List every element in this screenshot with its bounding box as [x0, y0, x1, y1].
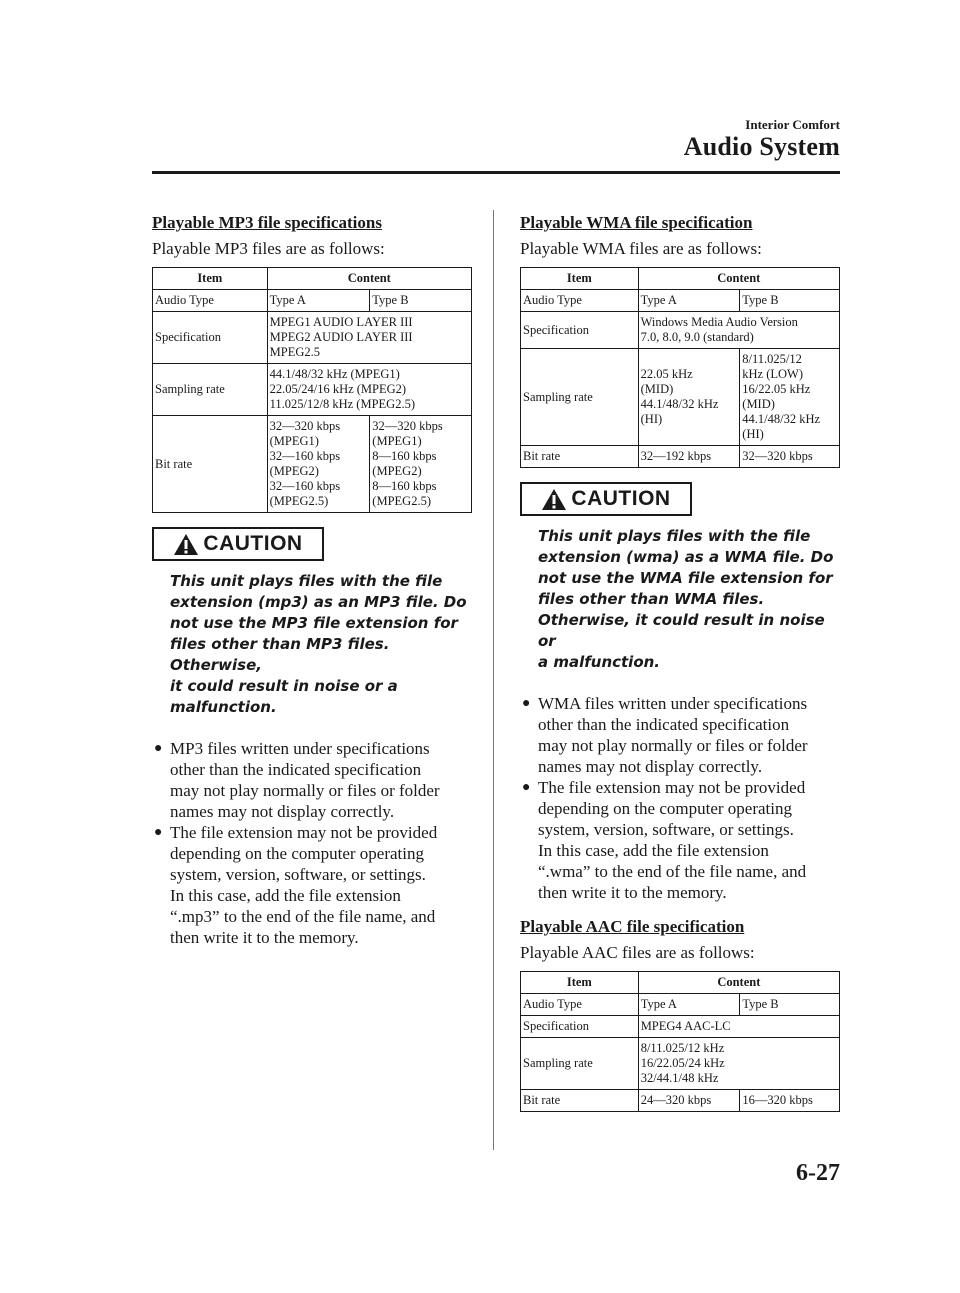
table-cell: Bit rate [521, 446, 639, 468]
column-divider [493, 210, 494, 1150]
bullet-icon: ● [154, 825, 163, 840]
table-cell: 32―192 kbps [638, 446, 740, 468]
mp3-heading: Playable MP3 file specifications [152, 213, 382, 232]
mp3-lead: Playable MP3 files are as follows: [152, 239, 385, 258]
bullet-icon: ● [522, 780, 531, 795]
table-row [153, 364, 472, 416]
table-cell: Audio Type [153, 290, 268, 312]
table-header-item: Item [153, 268, 268, 290]
table-row [153, 416, 472, 513]
cell-line: 8/11.025/12 [742, 352, 802, 366]
table-cell: Sampling rate [153, 364, 268, 416]
bullet-icon: ● [522, 696, 531, 711]
cell-line: 22.05/24/16 kHz (MPEG2) [269, 382, 407, 396]
cell-line: 7.0, 8.0, 9.0 (standard) [640, 330, 754, 344]
table-cell: Sampling rate [521, 349, 639, 446]
list-item-text: The file extension may not be provided depending on the computer operating system, version, software, or settings. In this case, add the file extension “.mp3” to the end of the file name, and then write it to the memory. [170, 823, 438, 947]
wma-lead: Playable WMA files are as follows: [520, 239, 762, 258]
table-header-content: Content [638, 972, 839, 994]
cell-line: (MPEG2.5) [372, 494, 431, 508]
wma-notes-list [520, 693, 842, 903]
table-row [153, 312, 472, 364]
table-header-item: Item [521, 268, 639, 290]
table-cell: Audio Type [521, 290, 639, 312]
page-number: 6-27 [796, 1160, 840, 1186]
cell-line: 32―320 kbps [372, 419, 443, 433]
aac-spec-table [520, 971, 840, 1112]
cell-line: kHz (LOW) [742, 367, 804, 381]
wma-heading: Playable WMA file specification [520, 213, 753, 232]
cell-line: MPEG2 AUDIO LAYER III [269, 330, 413, 344]
table-cell: Type A [638, 290, 740, 312]
aac-lead: Playable AAC files are as follows: [520, 943, 755, 962]
table-cell: Type A [267, 290, 370, 312]
cell-line: (HI) [742, 427, 764, 441]
cell-line: MPEG1 AUDIO LAYER III [269, 315, 413, 329]
cell-line: 44.1/48/32 kHz [640, 397, 719, 411]
table-header-row [153, 268, 472, 290]
list-item [152, 738, 474, 822]
table-cell [638, 349, 740, 446]
table-row [521, 1090, 840, 1112]
list-item [520, 693, 842, 777]
table-cell: Sampling rate [521, 1038, 639, 1090]
cell-line: (MPEG2) [269, 464, 319, 478]
cell-line: 44.1/48/32 kHz [742, 412, 821, 426]
cell-line: MPEG2.5 [269, 345, 320, 359]
mp3-notes-list [152, 738, 474, 948]
cell-line: 32―160 kbps [269, 449, 341, 463]
table-cell [267, 312, 471, 364]
cell-line: (HI) [640, 412, 663, 426]
header-section-label: Interior Comfort [745, 117, 840, 132]
table-cell [267, 364, 471, 416]
table-row [521, 312, 840, 349]
table-cell: Specification [521, 312, 639, 349]
table-cell: MPEG4 AAC-LC [638, 1016, 839, 1038]
table-cell [740, 349, 840, 446]
table-row [521, 446, 840, 468]
cell-line: 32―320 kbps [269, 419, 341, 433]
table-row [521, 994, 840, 1016]
list-item [520, 777, 842, 903]
warning-triangle-icon [541, 488, 567, 511]
cell-line: 11.025/12/8 kHz (MPEG2.5) [269, 397, 415, 411]
table-cell: Bit rate [153, 416, 268, 513]
table-cell: Type B [740, 994, 840, 1016]
cell-line: 44.1/48/32 kHz (MPEG1) [269, 367, 400, 381]
caution-text: This unit plays files with the file extension (wma) as a WMA file. Do not use the WMA file extension for files other than WMA files. Otherwise, it could result in noise or a malfunction. [538, 527, 834, 671]
aac-heading: Playable AAC file specification [520, 917, 745, 936]
cell-line: (MPEG1) [269, 434, 319, 448]
table-cell: Specification [153, 312, 268, 364]
caution-box [152, 527, 324, 561]
list-item-text: The file extension may not be provided depending on the computer operating system, version, software, or settings. In this case, add the file extension “.wma” to the end of the file name, and then write it to the memory. [538, 778, 807, 902]
table-cell [267, 416, 370, 513]
caution-label: CAUTION [571, 487, 671, 510]
cell-line: 32/44.1/48 kHz [640, 1071, 719, 1085]
cell-line: (MPEG2) [372, 464, 422, 478]
bullet-icon: ● [154, 741, 163, 756]
table-cell: 32―320 kbps [740, 446, 840, 468]
table-cell: 16―320 kbps [740, 1090, 840, 1112]
cell-line: 16/22.05 kHz [742, 382, 811, 396]
table-header-row [521, 972, 840, 994]
wma-aac-section [520, 213, 842, 1126]
table-cell: Audio Type [521, 994, 639, 1016]
header-rule [152, 171, 840, 174]
table-cell: Type B [370, 290, 472, 312]
list-item-text: WMA files written under specifications other than the indicated specification may not play normally or files or folder names may not display correctly. [538, 694, 808, 776]
table-header-row [521, 268, 840, 290]
cell-line: Windows Media Audio Version [640, 315, 798, 329]
cell-line: 32―160 kbps [269, 479, 341, 493]
mp3-spec-table [152, 267, 472, 513]
cell-line: (MPEG2.5) [269, 494, 329, 508]
table-cell: Bit rate [521, 1090, 639, 1112]
table-cell: 24―320 kbps [638, 1090, 740, 1112]
table-cell [638, 1038, 839, 1090]
header-title: Audio System [683, 132, 840, 161]
caution-box [520, 482, 692, 516]
table-row [521, 1038, 840, 1090]
table-cell [370, 416, 472, 513]
table-header-content: Content [267, 268, 471, 290]
table-row [521, 1016, 840, 1038]
warning-triangle-icon [173, 533, 199, 556]
table-cell [638, 312, 839, 349]
table-cell: Specification [521, 1016, 639, 1038]
wma-spec-table [520, 267, 840, 468]
table-row [521, 349, 840, 446]
cell-line: 16/22.05/24 kHz [640, 1056, 725, 1070]
mp3-section [152, 213, 474, 958]
list-item [152, 822, 474, 948]
cell-line: 8―160 kbps [372, 449, 437, 463]
cell-line: 8/11.025/12 kHz [640, 1041, 725, 1055]
table-header-content: Content [638, 268, 839, 290]
cell-line: 8―160 kbps [372, 479, 437, 493]
table-row [153, 290, 472, 312]
caution-label: CAUTION [203, 532, 303, 555]
cell-line: (MID) [640, 382, 674, 396]
table-cell: Type A [638, 994, 740, 1016]
caution-text: This unit plays files with the file extension (mp3) as an MP3 file. Do not use the MP3 file extension for files other than MP3 files. Otherwise, it could result in noise or a malfunction. [170, 572, 467, 716]
table-cell: Type B [740, 290, 840, 312]
cell-line: (MPEG1) [372, 434, 422, 448]
cell-line: (MID) [742, 397, 775, 411]
cell-line: 22.05 kHz [640, 367, 693, 381]
table-row [521, 290, 840, 312]
table-header-item: Item [521, 972, 639, 994]
list-item-text: MP3 files written under specifications other than the indicated specification may not play normally or files or folder names may not display correctly. [170, 739, 440, 821]
